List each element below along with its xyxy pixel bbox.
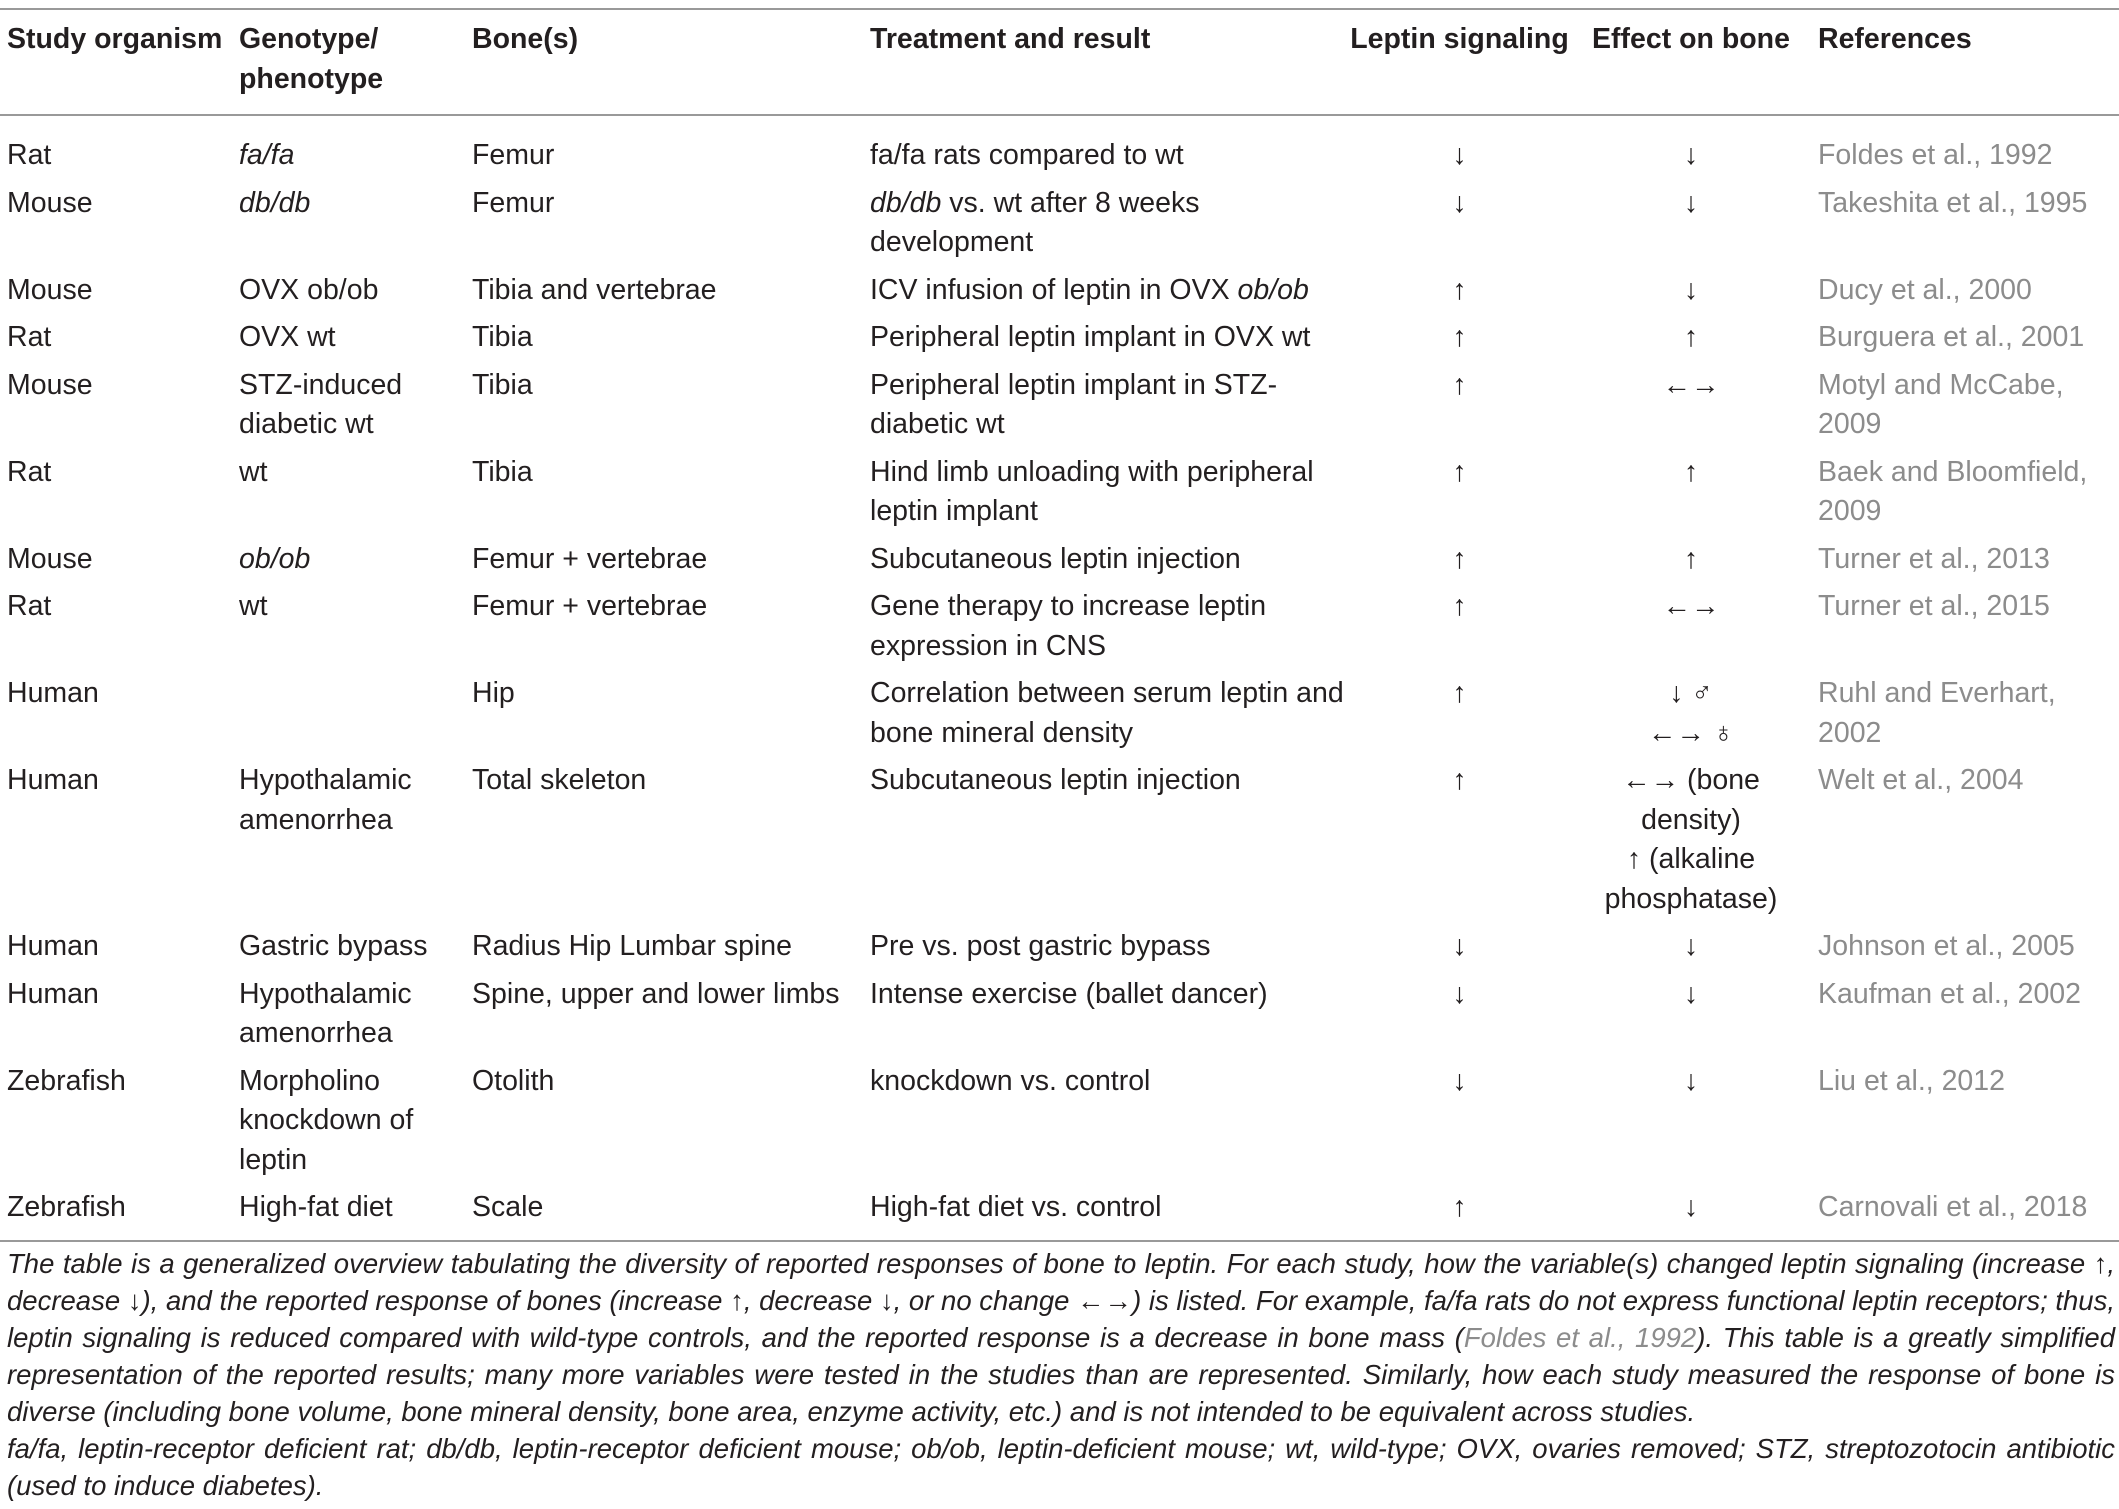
footnote-reference-link[interactable]: Foldes et al., 1992: [1463, 1322, 1697, 1353]
effect-value: ↓: [1683, 1191, 1699, 1223]
cell-leptin-signaling: ↑: [1348, 1185, 1571, 1241]
cell-treatment: [863, 758, 1348, 924]
cell-organism: Human: [7, 977, 99, 1010]
table-row: [0, 671, 2119, 758]
cell-treatment: [863, 537, 1348, 585]
cell-organism: Rat: [7, 139, 52, 171]
cell-effect-on-bone: [1571, 450, 1811, 537]
treatment-text: fa/fa rats compared to wt: [870, 139, 1184, 171]
effect-value-secondary: ←→ ♁: [1647, 716, 1735, 749]
header-leptin-signaling: Leptin signaling: [1348, 9, 1571, 115]
cell-bone: Tibia: [472, 321, 533, 353]
table-footnote: [7, 1245, 2115, 1504]
cell-leptin-signaling: ↓: [1452, 930, 1467, 962]
effect-value: ←→ (bone density): [1622, 764, 1760, 836]
treatment-text: Peripheral leptin implant in STZ-diabetic wt: [870, 368, 1278, 440]
table-row: [0, 115, 2119, 181]
cell-bone: Spine, upper and lower limbs: [472, 977, 840, 1010]
table-row: [0, 450, 2119, 537]
table-row: [0, 972, 2119, 1059]
cell-treatment: [863, 584, 1348, 671]
cell-leptin-signaling: ↓: [1452, 1064, 1467, 1097]
cell-genotype: Gastric bypass: [239, 930, 428, 962]
treatment-text: knockdown vs. control: [870, 1064, 1151, 1097]
cell-effect-on-bone: [1571, 972, 1811, 1059]
cell-leptin-signaling: ↑: [1452, 321, 1467, 353]
cell-genotype: OVX ob/ob: [239, 273, 379, 306]
cell-effect-on-bone: [1571, 363, 1811, 450]
header-effect-on-bone: Effect on bone: [1571, 9, 1811, 115]
cell-effect-on-bone: [1571, 671, 1811, 758]
header-bones: Bone(s): [465, 9, 863, 115]
table-row: [0, 584, 2119, 671]
header-references: References: [1811, 9, 2119, 115]
cell-reference[interactable]: Takeshita et al., 1995: [1818, 186, 2088, 219]
cell-reference[interactable]: Welt et al., 2004: [1818, 764, 2024, 796]
footnote-abbreviations: fa/fa, leptin-receptor deficient rat; db/db, leptin-receptor deficient mouse; ob/ob, leptin-deficient mouse; wt, wild-type; OVX, ovaries removed; STZ, streptozotocin antibiotic (used to induce diabetes).: [7, 1433, 2115, 1501]
cell-reference[interactable]: Carnovali et al., 2018: [1811, 1185, 2119, 1241]
leptin-bone-table: [0, 8, 2119, 1242]
effect-value: ↑: [1683, 321, 1699, 353]
cell-bone: Tibia and vertebrae: [472, 273, 717, 306]
effect-value: ↓: [1683, 273, 1699, 306]
cell-genotype: [232, 671, 465, 758]
cell-bone: Total skeleton: [472, 764, 647, 796]
cell-organism: Mouse: [7, 542, 93, 575]
cell-genotype: High-fat diet: [232, 1185, 465, 1241]
treatment-text: Correlation between serum leptin and bone mineral density: [870, 677, 1344, 749]
cell-bone: Radius Hip Lumbar spine: [472, 930, 792, 962]
cell-treatment: [863, 450, 1348, 537]
cell-genotype: wt: [239, 455, 268, 488]
cell-effect-on-bone: [1571, 584, 1811, 671]
treatment-text: Hind limb unloading with peripheral leptin implant: [870, 455, 1314, 527]
cell-bone: Femur + vertebrae: [472, 542, 708, 575]
effect-value-secondary: ↑ (alkaline phosphatase): [1604, 843, 1778, 915]
table-row: [0, 363, 2119, 450]
cell-reference[interactable]: Turner et al., 2013: [1818, 542, 2050, 575]
table-row: [0, 1185, 2119, 1241]
cell-effect-on-bone: [1571, 268, 1811, 316]
cell-genotype: db/db: [239, 186, 311, 219]
cell-genotype: OVX wt: [239, 321, 336, 353]
cell-organism: Rat: [7, 321, 52, 353]
cell-leptin-signaling: ↑: [1452, 677, 1467, 709]
cell-treatment: [863, 671, 1348, 758]
header-row: [0, 9, 2119, 115]
cell-bone: Scale: [465, 1185, 863, 1241]
cell-treatment: [863, 181, 1348, 268]
cell-bone: Femur + vertebrae: [472, 590, 708, 622]
cell-organism: Mouse: [7, 368, 93, 401]
cell-organism: Human: [7, 677, 99, 709]
cell-treatment: [863, 268, 1348, 316]
cell-reference[interactable]: Ruhl and Everhart, 2002: [1818, 677, 2056, 749]
header-study-organism: Study organism: [0, 9, 232, 115]
cell-treatment: [863, 363, 1348, 450]
treatment-text: Gene therapy to increase leptin expression in CNS: [870, 590, 1267, 662]
cell-genotype: Hypothalamic amenorrhea: [239, 764, 412, 836]
effect-value: ↓: [1683, 930, 1699, 962]
effect-value: ←→: [1662, 368, 1720, 401]
cell-genotype: wt: [239, 590, 268, 622]
cell-treatment: [863, 1185, 1348, 1241]
cell-leptin-signaling: ↑: [1452, 273, 1467, 306]
cell-bone: Tibia: [472, 455, 533, 488]
cell-treatment: [863, 972, 1348, 1059]
cell-bone: Tibia: [472, 368, 533, 401]
cell-organism: Human: [7, 764, 99, 796]
effect-value: ↓: [1683, 186, 1699, 219]
cell-treatment: [863, 1059, 1348, 1186]
cell-leptin-signaling: ↑: [1452, 542, 1467, 575]
cell-effect-on-bone: [1571, 924, 1811, 972]
cell-reference[interactable]: Burguera et al., 2001: [1818, 321, 2085, 353]
cell-bone: Femur: [472, 139, 555, 171]
cell-genotype: fa/fa: [239, 139, 295, 171]
table-row: [0, 268, 2119, 316]
cell-bone: Hip: [472, 677, 515, 709]
cell-effect-on-bone: [1571, 315, 1811, 363]
effect-value: ↑: [1683, 542, 1699, 575]
cell-reference[interactable]: Motyl and McCabe, 2009: [1818, 368, 2064, 440]
cell-genotype: STZ-induced diabetic wt: [239, 368, 403, 440]
table-row: [0, 315, 2119, 363]
treatment-text: Intense exercise (ballet dancer): [870, 977, 1268, 1010]
effect-value: ←→: [1662, 590, 1720, 622]
treatment-genotype: db/db: [870, 186, 942, 219]
cell-reference[interactable]: Baek and Bloomfield, 2009: [1818, 455, 2088, 527]
treatment-text: Pre vs. post gastric bypass: [870, 930, 1211, 962]
cell-effect-on-bone: [1571, 181, 1811, 268]
table-row: [0, 924, 2119, 972]
cell-bone: Otolith: [472, 1064, 555, 1097]
cell-genotype: Morpholino knockdown of leptin: [239, 1064, 414, 1176]
cell-leptin-signaling: ↓: [1452, 977, 1467, 1010]
cell-organism: Rat: [7, 455, 52, 488]
cell-genotype: ob/ob: [239, 542, 311, 575]
cell-reference[interactable]: Liu et al., 2012: [1818, 1064, 2005, 1097]
treatment-text-rest: vs. wt after 8 weeks development: [870, 186, 1200, 258]
header-treatment: Treatment and result: [863, 9, 1348, 115]
effect-value: ↑: [1683, 455, 1699, 488]
footnote-text-a: The table is a generalized overview tabulating the diversity of reported responses of bone to leptin. For each study, how the variable(s) changed leptin signaling (increase ↑, decrease ↓), and the reported response of bones (increase ↑, decrease ↓, or no change ←→) is listed. For example, fa/fa rats do not express functional leptin receptors; thus, leptin signaling is reduced compared with wild-type controls, and the reported response is a decrease in bone mass (: [7, 1248, 2115, 1353]
treatment-text: High-fat diet vs. control: [870, 1191, 1162, 1223]
cell-reference[interactable]: Johnson et al., 2005: [1818, 930, 2075, 962]
table-row: [0, 181, 2119, 268]
cell-effect-on-bone: [1571, 758, 1811, 924]
header-genotype: Genotype/ phenotype: [232, 9, 465, 115]
cell-treatment: [863, 315, 1348, 363]
effect-value: ↓: [1683, 139, 1699, 171]
treatment-text: Peripheral leptin implant in OVX wt: [870, 321, 1311, 353]
cell-effect-on-bone: [1571, 115, 1811, 181]
effect-value: ↓ ♂: [1669, 677, 1713, 709]
cell-leptin-signaling: ↑: [1452, 368, 1467, 401]
cell-organism: Zebrafish: [7, 1064, 126, 1097]
cell-leptin-signaling: ↓: [1452, 186, 1467, 219]
footnote-paragraph-1: [7, 1245, 2115, 1430]
cell-effect-on-bone: [1571, 537, 1811, 585]
effect-value: ↓: [1683, 977, 1699, 1010]
treatment-text: Subcutaneous leptin injection: [870, 542, 1241, 575]
treatment-text: ICV infusion of leptin in OVX: [870, 273, 1238, 306]
cell-leptin-signaling: ↑: [1452, 590, 1467, 622]
cell-organism: Human: [7, 930, 99, 962]
cell-reference[interactable]: Ducy et al., 2000: [1818, 273, 2032, 306]
treatment-genotype: ob/ob: [1237, 273, 1309, 306]
cell-bone: Femur: [472, 186, 555, 219]
table-row: [0, 758, 2119, 924]
cell-effect-on-bone: [1571, 1185, 1811, 1241]
cell-organism: Mouse: [7, 186, 93, 219]
cell-reference[interactable]: Foldes et al., 1992: [1818, 139, 2053, 171]
footnote-text-b: ). This table is a greatly simplified representation of the reported results; many more variables were tested in the studies than are represented. Similarly, how each study measured the response of bone is diverse (including bone volume, bone mineral density, bone area, enzyme activity, etc.) and is not intended to be equivalent across studies.: [7, 1322, 2116, 1427]
cell-organism: Rat: [7, 590, 52, 622]
cell-leptin-signaling: ↑: [1452, 764, 1467, 796]
table-body: [0, 115, 2119, 1241]
treatment-text: Subcutaneous leptin injection: [870, 764, 1241, 796]
cell-effect-on-bone: [1571, 1059, 1811, 1186]
cell-treatment: [863, 924, 1348, 972]
cell-organism: Mouse: [7, 273, 93, 306]
cell-treatment: [863, 115, 1348, 181]
cell-organism: Zebrafish: [0, 1185, 232, 1241]
cell-leptin-signaling: ↑: [1452, 455, 1467, 488]
cell-reference[interactable]: Kaufman et al., 2002: [1818, 977, 2082, 1010]
effect-value: ↓: [1683, 1064, 1699, 1097]
table-row: [0, 537, 2119, 585]
cell-reference[interactable]: Turner et al., 2015: [1818, 590, 2050, 622]
cell-leptin-signaling: ↓: [1452, 139, 1467, 171]
cell-genotype: Hypothalamic amenorrhea: [239, 977, 412, 1049]
table-row: [0, 1059, 2119, 1186]
